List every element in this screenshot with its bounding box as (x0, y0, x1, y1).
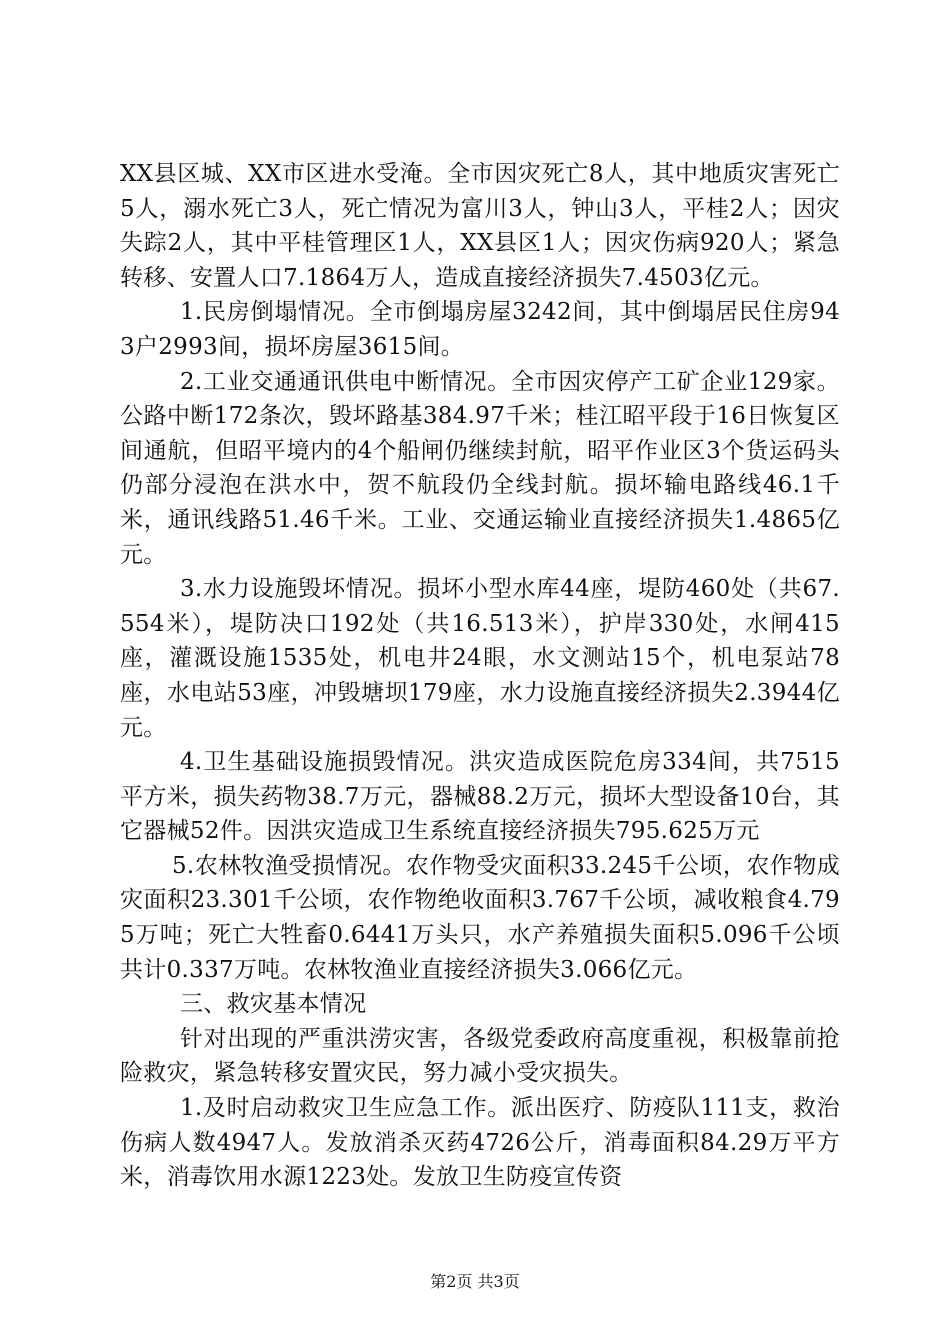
paragraph-infrastructure-interruption: 2.工业交通通讯供电中断情况。全市因灾停产工矿企业129家。公路中断172条次，毁坏路基384.97千米；桂江昭平段于16日恢复区间通航，但昭平境内的4个船闸仍继续封航，昭平作业区3个货运码头仍部分浸泡在洪水中，贺不航段仍全线封航。损坏输电路线46.1千米，通讯线路51.46千米。工业、交通运输业直接经济损失1.4865亿元。 (120, 368, 840, 568)
paragraph-health-facilities: 4.卫生基础设施损毁情况。洪灾造成医院危房334间，共7515平方米，损失药物38.7万元，器械88.2万元，损坏大型设备10台，其它器械52件。因洪灾造成卫生系统直接经济损失795.625万元 (120, 749, 840, 845)
paragraph-relief-overview: 针对出现的严重洪涝灾害，各级党委政府高度重视，积极靠前抢险救灾，紧急转移安置灾民，努力减小受灾损失。 (120, 1025, 840, 1087)
paragraph-housing-collapse: 1.民房倒塌情况。全市倒塌房屋3242间，其中倒塌居民住房943户2993间，损坏房屋3615间。 (120, 299, 840, 360)
paragraph-agriculture-losses: 5.农林牧渔受损情况。农作物受灾面积33.245千公顷，农作物成灾面积23.301千公顷，农作物绝收面积3.767千公顷，减收粮食4.795万吨；死亡大牲畜0.6441万头只，水产养殖损失面积5.096千公顷共计0.337万吨。农林牧渔业直接经济损失3.066亿元。 (120, 852, 840, 983)
paragraph-casualties: XX县区城、XX市区进水受淹。全市因灾死亡8人，其中地质灾害死亡5人，溺水死亡3人，死亡情况为富川3人，钟山3人，平桂2人；因灾失踪2人，其中平桂管理区1人，XX县区1人；因灾伤病920人；紧急转移、安置人口7.1864万人，造成直接经济损失7.4503亿元。 (120, 161, 840, 291)
section-heading-relief: 三、救灾基本情况 (180, 991, 367, 1018)
document-body (120, 157, 840, 1195)
page-number-footer: 第2页 共3页 (430, 1272, 520, 1291)
paragraph-water-facilities: 3.水力设施毁坏情况。损坏小型水库44座，堤防460处（共67.554米），堤防决口192处（共16.513米），护岸330处，水闸415座，灌溉设施1535处，机电井24眼，水文测站15个，机电泵站78座，水电站53座，冲毁塘坝179座，水力设施直接经济损失2.3944亿元。 (120, 576, 840, 741)
paragraph-health-emergency: 1.及时启动救灾卫生应急工作。派出医疗、防疫队111支，救治伤病人数4947人。发放消杀灭药4726公斤，消毒面积84.29万平方米，消毒饮用水源1223处。发放卫生防疫宣传资 (120, 1095, 840, 1191)
